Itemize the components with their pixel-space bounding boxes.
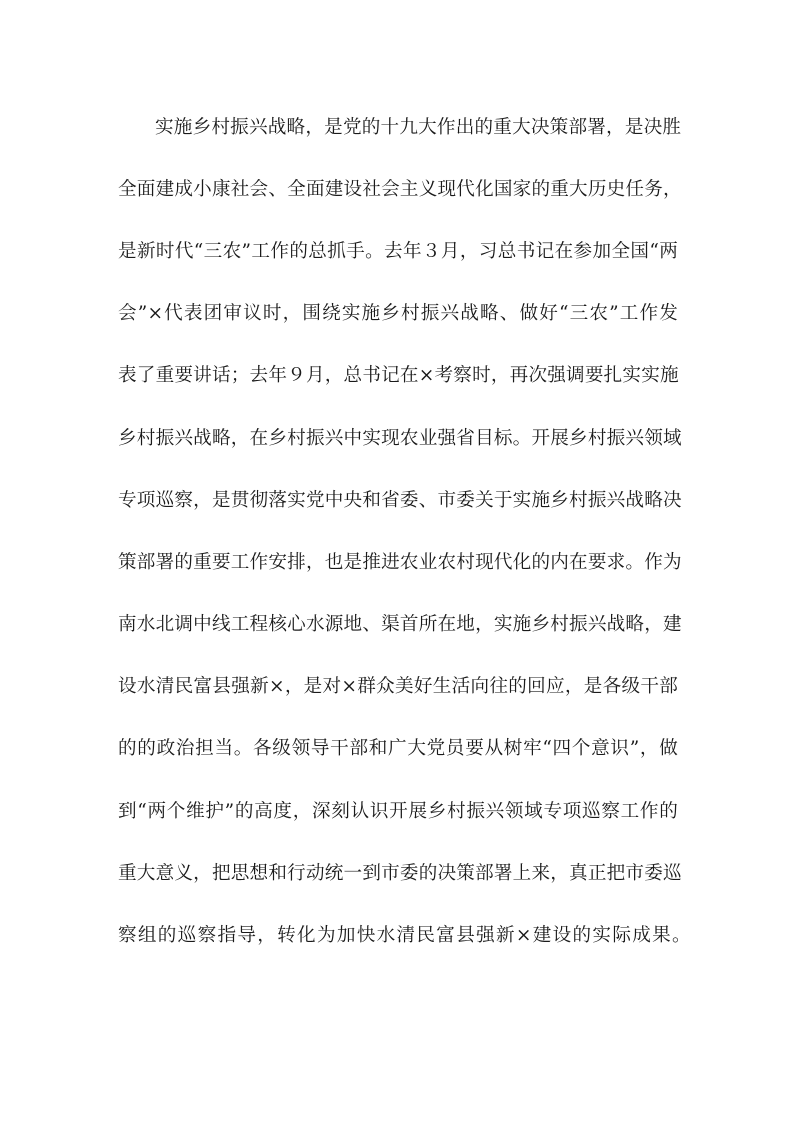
paragraph-line-7: 专项巡察，是贯彻落实党中央和省委、市委关于实施乡村振兴战略决 (118, 490, 682, 511)
paragraph-line-6: 乡村振兴战略，在乡村振兴中实现农业强省目标。开展乡村振兴领域 (118, 428, 682, 449)
paragraph-line-14: 察组的巡察指导，转化为加快水清民富县强新×建设的实际成果。 (118, 925, 692, 946)
paragraph-line-11: 的的政治担当。各级领导干部和广大党员要从树牢“四个意识”，做 (118, 738, 678, 759)
paragraph-line-3: 是新时代“三农”工作的总抓手。去年３月，习总书记在参加全国“两 (118, 241, 678, 262)
paragraph-line-2: 全面建成小康社会、全面建设社会主义现代化国家的重大历史任务， (118, 179, 682, 200)
paragraph-line-1: 实施乡村振兴战略，是党的十九大作出的重大决策部署，是决胜 (155, 117, 682, 138)
paragraph-line-4: 会”×代表团审议时，围绕实施乡村振兴战略、做好“三农”工作发 (118, 303, 678, 324)
paragraph-line-9: 南水北调中线工程核心水源地、渠首所在地，实施乡村振兴战略，建 (118, 614, 682, 635)
paragraph-line-8: 策部署的重要工作安排，也是推进农业农村现代化的内在要求。作为 (118, 552, 682, 573)
paragraph-line-10: 设水清民富县强新×，是对×群众美好生活向往的回应，是各级干部 (118, 676, 678, 697)
paragraph-line-12: 到“两个维护”的高度，深刻认识开展乡村振兴领域专项巡察工作的 (118, 801, 678, 822)
paragraph-line-5: 表了重要讲话；去年９月，总书记在×考察时，再次强调要扎实实施 (118, 365, 679, 386)
paragraph-line-13: 重大意义，把思想和行动统一到市委的决策部署上来，真正把市委巡 (118, 863, 682, 884)
